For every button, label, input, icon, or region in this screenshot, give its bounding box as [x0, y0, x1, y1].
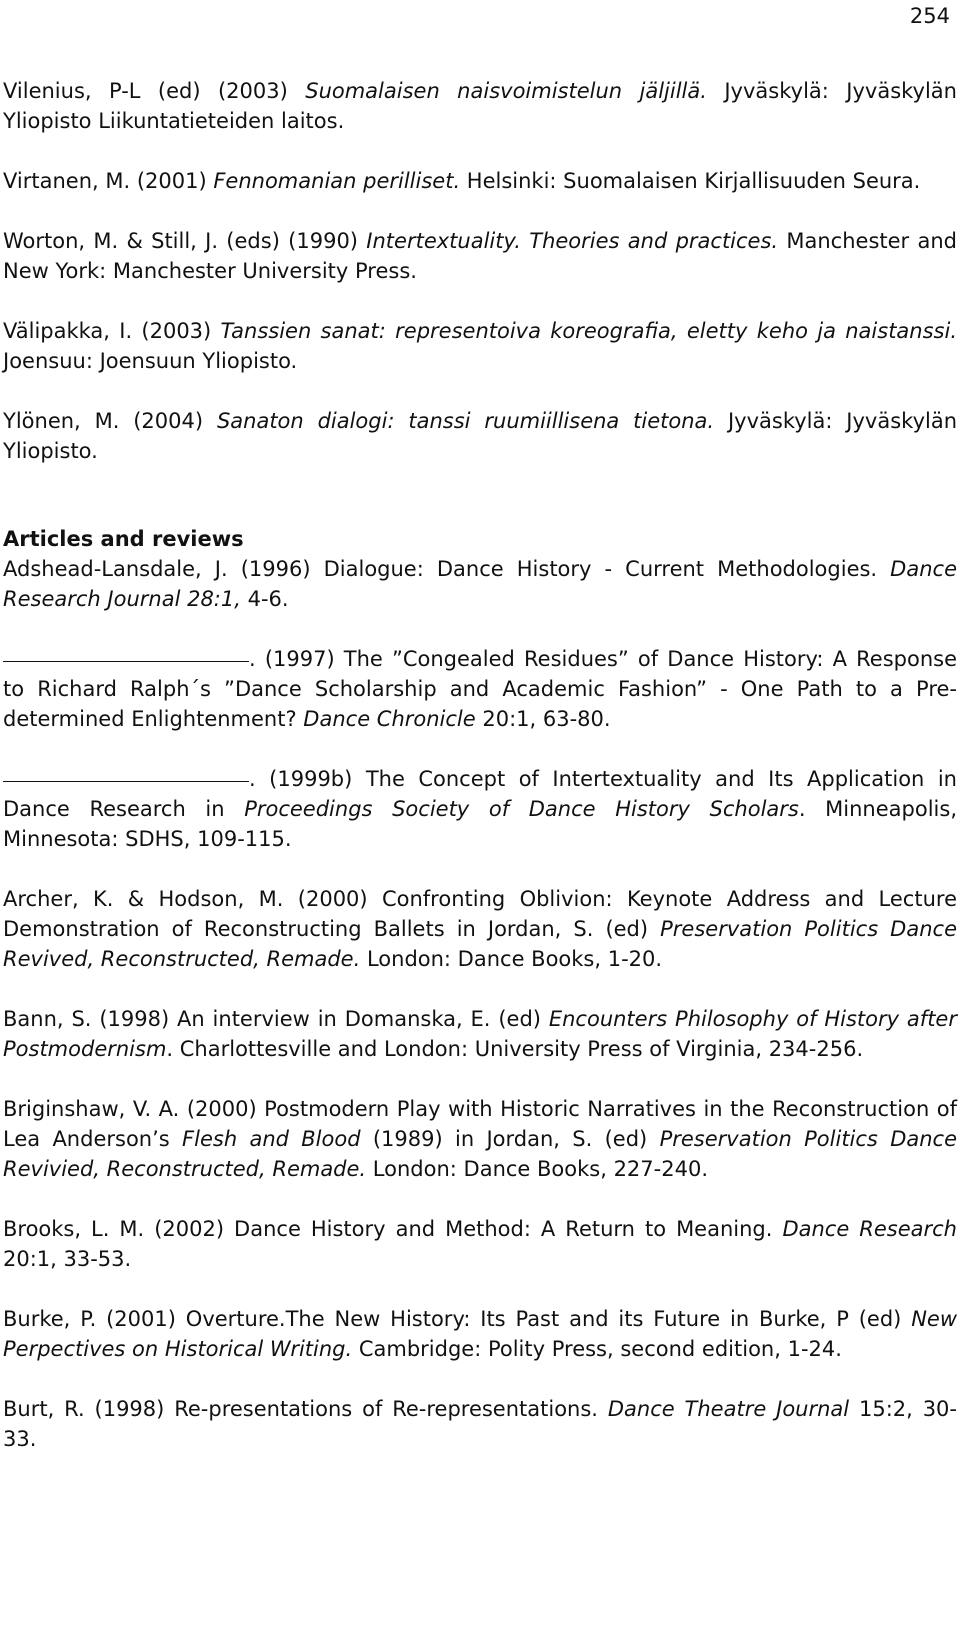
- reference-text: Adshead-Lansdale, J. (1996) Dialogue: Dance History - Current Methodologies.: [3, 557, 891, 581]
- reference-entry: [3, 1094, 957, 1184]
- reference-title: Preservation Politics Dance Revived, Reconstructed, Remade.: [3, 917, 957, 971]
- reference-text: . Charlottesville and London: University Press of Virginia, 234-256.: [166, 1037, 864, 1061]
- reference-text: Välipakka, I. (2003): [3, 319, 221, 343]
- reference-title: Suomalaisen naisvoimistelun jäljillä.: [305, 79, 707, 103]
- reference-text: London: Dance Books, 227-240.: [366, 1157, 708, 1181]
- reference-text: (1989) in Jordan, S. (ed): [360, 1127, 660, 1151]
- reference-title: New Perpectives on Historical Writing.: [3, 1307, 957, 1361]
- reference-entry: [3, 1004, 957, 1064]
- reference-list-books: [3, 76, 957, 466]
- reference-entry: [3, 316, 957, 376]
- reference-text: Briginshaw, V. A. (2000) Postmodern Play with Historic Narratives in the Reconstruction of Lea Anderson’s: [3, 1097, 957, 1151]
- reference-text: Helsinki: Suomalaisen Kirjallisuuden Seura.: [460, 169, 921, 193]
- author-repeat-line: [3, 781, 249, 782]
- section-heading: Articles and reviews: [3, 527, 244, 551]
- author-repeat-line: [3, 661, 249, 662]
- reference-entry: [3, 226, 957, 286]
- reference-entry: [3, 884, 957, 974]
- reference-title: Dance Theatre Journal: [607, 1397, 850, 1421]
- reference-list-articles: [3, 554, 957, 1454]
- reference-text: Burt, R. (1998) Re-presentations of Re-representations.: [3, 1397, 608, 1421]
- reference-text: Virtanen, M. (2001): [3, 169, 214, 193]
- reference-text: . Minneapolis, Minnesota: SDHS, 109-115.: [3, 797, 957, 851]
- reference-text: Ylönen, M. (2004): [3, 409, 217, 433]
- reference-text: Jyväskylä: Jyväskylän Yliopisto Liikuntatieteiden laitos.: [3, 79, 957, 133]
- reference-text: Manchester and New York: Manchester University Press.: [3, 229, 957, 283]
- reference-title: Flesh and Blood: [182, 1127, 361, 1151]
- reference-text: Cambridge: Polity Press, second edition, 1-24.: [352, 1337, 842, 1361]
- reference-text: Vilenius, P-L (ed) (2003): [3, 79, 306, 103]
- reference-text: London: Dance Books, 1-20.: [360, 947, 663, 971]
- reference-entry: [3, 644, 957, 734]
- reference-entry: [3, 1394, 957, 1454]
- reference-title: Sanaton dialogi: tanssi ruumiillisena tietona.: [216, 409, 715, 433]
- reference-text: Jyväskylä: Jyväskylän Yliopisto.: [3, 409, 958, 463]
- reference-entry: [3, 76, 957, 136]
- reference-title: Proceedings Society of Dance History Scholars: [244, 797, 799, 821]
- reference-title: Preservation Politics Dance Revivied, Reconstructed, Remade.: [3, 1127, 958, 1181]
- reference-text: . (1999b) The Concept of Intertextuality and Its Application in Dance Research in: [3, 767, 957, 821]
- reference-title: Dance Research: [782, 1217, 957, 1241]
- reference-entry: [3, 406, 957, 466]
- reference-title: Dance Chronicle: [303, 707, 476, 731]
- reference-title: Encounters Philosophy of History after Postmodernism: [3, 1007, 957, 1061]
- reference-text: Bann, S. (1998) An interview in Domanska, E. (ed): [3, 1007, 549, 1031]
- reference-entry: [3, 764, 957, 854]
- bibliography: [3, 76, 957, 1454]
- reference-text: Brooks, L. M. (2002) Dance History and Method: A Return to Meaning.: [3, 1217, 783, 1241]
- reference-text: 4-6.: [240, 587, 289, 611]
- reference-title: Fennomanian perilliset.: [213, 169, 461, 193]
- reference-entry: [3, 1304, 957, 1364]
- page-number: 254: [909, 4, 950, 28]
- reference-text: 15:2, 30-33.: [3, 1397, 957, 1451]
- reference-entry: [3, 166, 957, 196]
- reference-text: Archer, K. & Hodson, M. (2000) Confronting Oblivion: Keynote Address and Lecture Demonstration of Reconstructing Ballets in Jordan, S. (ed): [3, 887, 957, 941]
- reference-text: 20:1, 63-80.: [475, 707, 611, 731]
- reference-text: 20:1, 33-53.: [3, 1247, 132, 1271]
- reference-title: Tanssien sanat: representoiva koreografia, eletty keho ja naistanssi.: [220, 319, 958, 343]
- reference-title: Dance Research Journal 28:1,: [3, 557, 957, 611]
- reference-text: Joensuu: Joensuun Yliopisto.: [3, 349, 298, 373]
- reference-text: Worton, M. & Still, J. (eds) (1990): [3, 229, 367, 253]
- reference-text: . (1997) The ”Congealed Residues” of Dance History: A Response to Richard Ralph´s ”Dance Scholarship and Academic Fashion” - One Path to a Pre-determined Enlightenment?: [3, 647, 957, 731]
- reference-title: Intertextuality. Theories and practices.: [366, 229, 779, 253]
- reference-entry: [3, 1214, 957, 1274]
- reference-entry: [3, 554, 957, 614]
- reference-text: Burke, P. (2001) Overture.The New History: Its Past and its Future in Burke, P (ed): [3, 1307, 912, 1331]
